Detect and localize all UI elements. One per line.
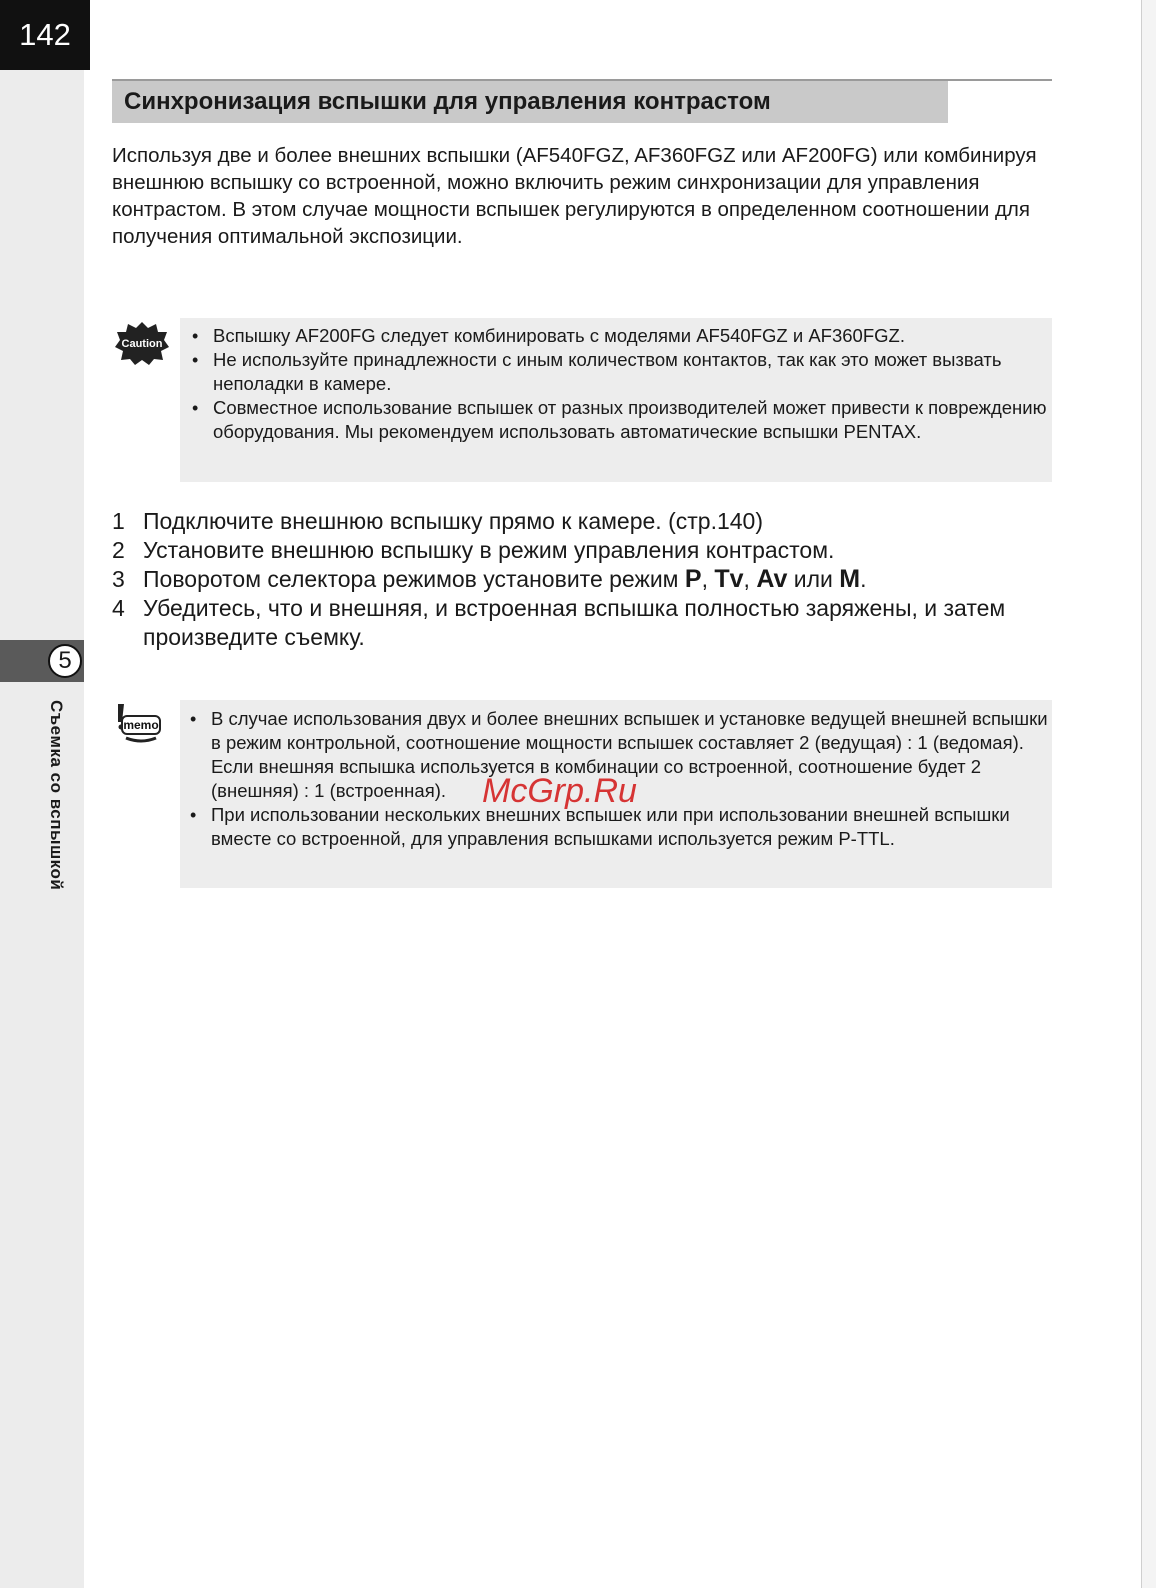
list-item: • Не используйте принадлежности с иным количеством контактов, так как это может вызвать неполадки в камере.: [192, 348, 1052, 396]
list-item: • Вспышку AF200FG следует комбинировать с моделями AF540FGZ и AF360FGZ.: [192, 324, 1052, 348]
step-item: [112, 507, 1052, 536]
page-title: Синхронизация вспышки для управления контрастом: [124, 88, 771, 115]
chapter-number: 5: [48, 644, 82, 678]
step-text: Подключите внешнюю вспышку прямо к камере. (стр.140): [143, 508, 764, 534]
caution-icon-text: Caution: [121, 338, 163, 350]
left-margin-strip: [0, 0, 84, 1588]
step-number: 3: [112, 566, 125, 592]
mode-av: Av: [756, 565, 788, 593]
mode-m: M: [839, 565, 861, 593]
list-item: • При использовании нескольких внешних вспышек или при использовании внешней вспышки вместе со встроенной, для управления вспышками используется режим P-TTL.: [190, 803, 1050, 851]
page-edge: [1141, 0, 1156, 1588]
memo-icon: [114, 700, 162, 748]
caution-list: [192, 324, 1052, 444]
step-text: Убедитесь, что и внешняя, и встроенная вспышка полностью заряжены, и затем произведите съемку.: [143, 595, 1006, 650]
step-item: [112, 536, 1052, 565]
page-number: 142: [0, 0, 90, 70]
separator: или: [787, 566, 840, 592]
step-text: Поворотом селектора режимов установите режим: [143, 566, 685, 592]
step-number: 4: [112, 595, 125, 621]
step-end: .: [860, 566, 867, 592]
mode-tv: Tv: [714, 565, 744, 593]
watermark: McGrp.Ru: [482, 772, 637, 810]
steps-list: [112, 507, 1052, 652]
intro-paragraph: Используя две и более внешних вспышки (AF540FGZ, AF360FGZ или AF200FG) или комбинируя внешнюю вспышку со встроенной, можно включить режим синхронизации для управления контрастом. В этом случае мощности вспышек регулируются в определенном соотношении для получения оптимальной экспозиции.: [112, 144, 1037, 248]
caution-icon: [114, 320, 170, 366]
list-item: • Совместное использование вспышек от разных производителей может привести к повреждению оборудования. Мы рекомендуем использовать автоматические вспышки PENTAX.: [192, 396, 1052, 444]
chapter-label: Съемка со вспышкой: [47, 700, 66, 891]
mode-p: P: [684, 565, 702, 593]
step-item: [112, 565, 1052, 594]
separator: ,: [701, 566, 715, 592]
step-item: [112, 594, 1052, 652]
list-item: • В случае использования двух и более внешних вспышек и установке ведущей внешней вспышки в режим контрольной, соотношение мощности вспышек составляет 2 (ведущая) : 1 (ведомая). Если внешняя вспышка используется в комбинации со встроенной, соотношение будет 2 (внешняя) : 1 (встроенная).: [190, 707, 1050, 803]
step-text: Установите внешнюю вспышку в режим управления контрастом.: [143, 537, 835, 563]
memo-icon-text: memo: [123, 718, 159, 732]
step-number: 2: [112, 537, 125, 563]
step-number: 1: [112, 508, 125, 534]
separator: ,: [743, 566, 757, 592]
